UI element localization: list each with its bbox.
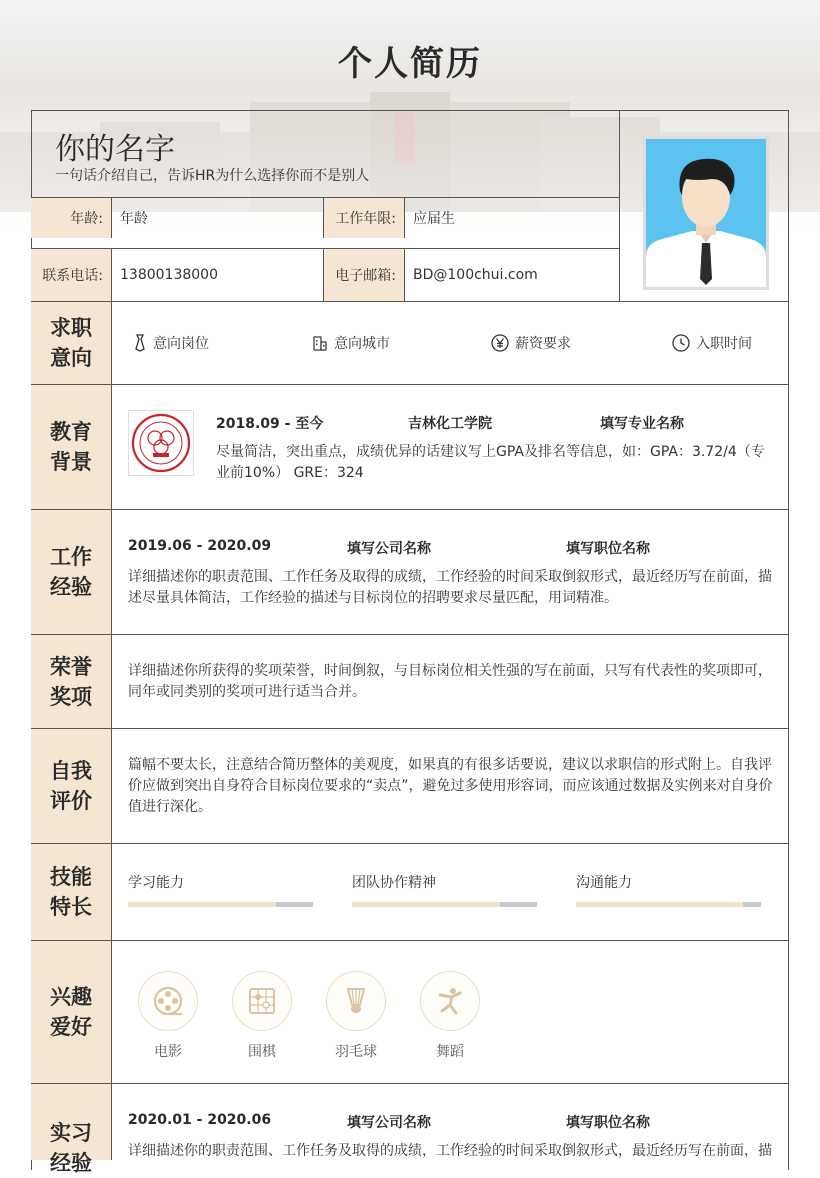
work-header [128, 538, 773, 562]
hobby-icon-circle [326, 971, 386, 1031]
skill-bar [128, 902, 313, 907]
intention-city[interactable]: 意向城市 [312, 302, 390, 384]
internship-position-name[interactable]: 填写职位名称 [566, 1115, 650, 1131]
hobby-item[interactable] [232, 971, 292, 1061]
intention-salary[interactable]: 薪资要求 [491, 302, 571, 384]
skill-name: 沟通能力 [576, 875, 632, 891]
education-desc[interactable]: 尽量简洁，突出重点，成绩优异的话建议写上GPA及排名等信息，如：GPA：3.72/4（专业前10%） GRE：324 [216, 444, 765, 481]
section-label: 兴趣爱好 [31, 941, 112, 1083]
section-self-eval [31, 728, 789, 843]
hobby-name: 围棋 [248, 1044, 276, 1060]
section-label: 荣誉奖项 [31, 635, 112, 728]
hobby-item[interactable] [326, 971, 386, 1061]
phone-value[interactable]: 13800138000 [112, 249, 324, 301]
years-value[interactable]: 应届生 [413, 211, 455, 227]
intention-position[interactable]: 意向岗位 [133, 302, 209, 384]
skill-name: 学习能力 [128, 875, 184, 891]
section-label: 实习经验 [31, 1084, 112, 1160]
candidate-name[interactable]: 你的名字 [55, 132, 175, 167]
school-seal-icon [131, 413, 191, 473]
education-header [216, 413, 773, 437]
hobbies-body [128, 941, 773, 1083]
company-name[interactable]: 填写公司名称 [347, 541, 431, 557]
candidate-intro[interactable]: 一句话介绍自己，告诉HR为什么选择你而不是别人 [55, 168, 370, 184]
section-education [31, 384, 789, 509]
info-row-age [31, 197, 619, 238]
section-label: 工作经验 [31, 510, 112, 634]
section-honors [31, 634, 789, 728]
page-title: 个人简历 [338, 44, 482, 84]
job-intention-body [128, 302, 773, 384]
film-reel-icon [152, 985, 184, 1017]
profile-info [31, 110, 620, 301]
yen-icon [491, 334, 509, 352]
skill-item[interactable] [576, 872, 761, 907]
phone-label: 联系电话: [31, 249, 112, 301]
hobby-name: 电影 [154, 1044, 182, 1060]
self-eval-body [128, 729, 773, 843]
profile-header [31, 110, 789, 301]
school-logo [128, 410, 194, 476]
education-body [128, 385, 773, 509]
info-row-contact [31, 248, 619, 302]
skill-bar [576, 902, 761, 907]
hobby-item[interactable] [420, 971, 480, 1061]
work-desc[interactable]: 详细描述你的职责范围、工作任务及取得的成绩，工作经验的时间采取倒叙形式，最近经历写在前面，描述尽量具体简洁，工作经验的描述与目标岗位的招聘要求尽量匹配，用词精准。 [128, 569, 772, 606]
shuttlecock-icon [340, 985, 372, 1017]
education-period[interactable]: 2018.09 - 至今 [216, 416, 324, 432]
hobby-icon-circle [420, 971, 480, 1031]
work-period[interactable]: 2019.06 - 2020.09 [128, 538, 272, 554]
skill-bar-fill [576, 902, 743, 907]
building-icon [312, 335, 328, 351]
section-job-intention [31, 301, 789, 384]
internship-desc[interactable]: 详细描述你的职责范围、工作任务及取得的成绩，工作经验的时间采取倒叙形式，最近经历写在前面，描 [128, 1143, 772, 1159]
major-name[interactable]: 填写专业名称 [600, 416, 684, 432]
skill-item[interactable] [128, 872, 313, 907]
clock-icon [672, 334, 690, 352]
email-label: 电子邮箱: [324, 249, 405, 301]
hobby-icon-circle [232, 971, 292, 1031]
profile-photo[interactable] [643, 136, 769, 290]
hobby-item[interactable] [138, 971, 198, 1061]
section-label: 自我评价 [31, 729, 112, 843]
section-label: 教育背景 [31, 385, 112, 509]
internship-period[interactable]: 2020.01 - 2020.06 [128, 1112, 272, 1128]
skill-bar [352, 902, 537, 907]
internship-body [128, 1084, 773, 1160]
self-eval-desc[interactable]: 篇幅不要太长，注意结合简历整体的美观度，如果真的有很多话要说，建议以求职信的形式附上。自我评价应做到突出自身符合目标岗位要求的“卖点”，避免过多使用形容词，而应该通过数据及实例来对自身价值进行深化。 [128, 757, 773, 815]
age-value[interactable]: 年龄 [112, 198, 324, 238]
hobby-name: 羽毛球 [335, 1044, 377, 1060]
school-name[interactable]: 吉林化工学院 [408, 416, 492, 432]
internship-header [128, 1112, 773, 1136]
skill-bar-fill [128, 902, 276, 907]
go-board-icon [246, 985, 278, 1017]
position-name[interactable]: 填写职位名称 [566, 541, 650, 557]
internship-company-name[interactable]: 填写公司名称 [347, 1115, 431, 1131]
section-internship [31, 1083, 789, 1175]
intention-start-time[interactable]: 入职时间 [672, 302, 752, 384]
work-body [128, 510, 773, 634]
honors-desc[interactable]: 详细描述你所获得的奖项荣誉，时间倒叙，与目标岗位相关性强的写在前面，只写有代表性的奖项即可，同年或同类别的奖项可进行适当合并。 [128, 663, 772, 700]
honors-body [128, 635, 773, 728]
skill-name: 团队协作精神 [352, 875, 436, 891]
email-value[interactable]: BD@100chui.com [413, 267, 538, 283]
age-label: 年龄: [31, 198, 112, 238]
tie-icon [133, 334, 147, 352]
years-label: 工作年限: [324, 198, 405, 238]
section-label: 求职意向 [31, 302, 112, 384]
skill-item[interactable] [352, 872, 537, 907]
section-hobbies [31, 940, 789, 1083]
avatar-icon [646, 139, 766, 287]
hobby-icon-circle [138, 971, 198, 1031]
skill-bar-fill [352, 902, 500, 907]
section-work [31, 509, 789, 634]
section-label: 技能特长 [31, 844, 112, 940]
dancer-icon [434, 985, 466, 1017]
skills-body [128, 844, 773, 940]
hobby-name: 舞蹈 [436, 1044, 464, 1060]
section-skills [31, 843, 789, 940]
